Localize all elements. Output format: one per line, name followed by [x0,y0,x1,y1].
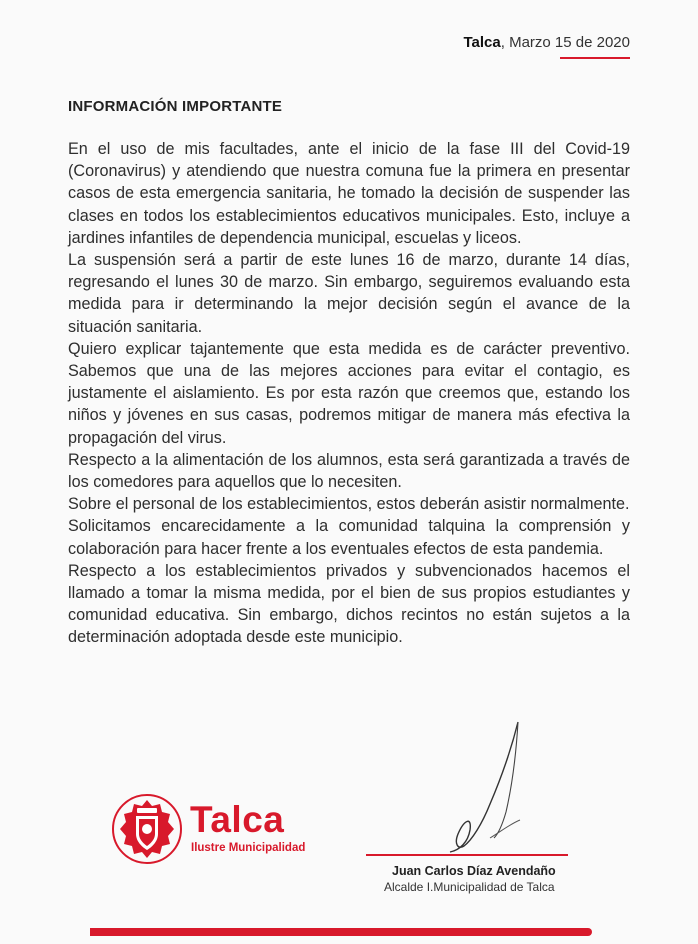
date-underline [560,57,630,59]
signature-line [366,854,568,856]
municipal-seal-icon [110,792,184,866]
letter-body [68,138,630,649]
paragraph: Quiero explicar tajantemente que esta medida es de carácter preventivo. Sabemos que una de las mejores acciones para evitar el contagio, es justamente el aislamiento. Es por esta razón que creemos que, estando los niños y jóvenes en sus casas, podremos mitigar de manera más efectiva la propagación del virus. [68,339,630,447]
logo-subtitle: Ilustre Municipalidad [191,842,306,854]
date-text: , Marzo 15 de 2020 [500,34,630,51]
signer-name: Juan Carlos Díaz Avendaño [392,864,556,878]
date-city: Talca [463,34,501,51]
paragraph: Respecto a los establecimientos privados y subvencionados hacemos el llamado a tomar la misma medida, por el bien de sus propios estudiantes y comunidad educativa. Sin embargo, dichos recintos no están sujetos a la determinación adoptada desde este municipio. [68,561,630,647]
footer-accent-bar [90,928,592,936]
paragraph: Solicitamos encarecidamente a la comunidad talquina la comprensión y colaboración para hacer frente a los eventuales efectos de esta pandemia. [68,517,630,558]
page-title: INFORMACIÓN IMPORTANTE [68,98,283,115]
handwritten-signature [420,716,560,854]
paragraph: La suspensión será a partir de este lunes 16 de marzo, durante 14 días, regresando el lunes 30 de marzo. Sin embargo, seguiremos evaluando esta medida para ir determinando la mejor decisión según el avance de la situación sanitaria. [68,251,630,336]
paragraph: Respecto a la alimentación de los alumnos, esta será garantizada a través de los comedores para aquellos que lo necesiten. [68,450,630,492]
paragraph: En el uso de mis facultades, ante el inicio de la fase III del Covid-19 (Coronavirus) y atendiendo que nuestra comuna fue la primera en presentar casos de esta emergencia sanitaria, he tomado la decisión de suspender las clases en todos los establecimientos educativos municipales. Esto, incluye a jardines infantiles de dependencia municipal, escuelas y liceos. [68,140,630,247]
date-line [463,34,630,51]
logo-wordmark: Talca [190,799,285,840]
paragraph: Sobre el personal de los establecimientos, estos deberán asistir normalmente. [68,495,630,514]
signer-role: Alcalde I.Municipalidad de Talca [384,880,555,894]
